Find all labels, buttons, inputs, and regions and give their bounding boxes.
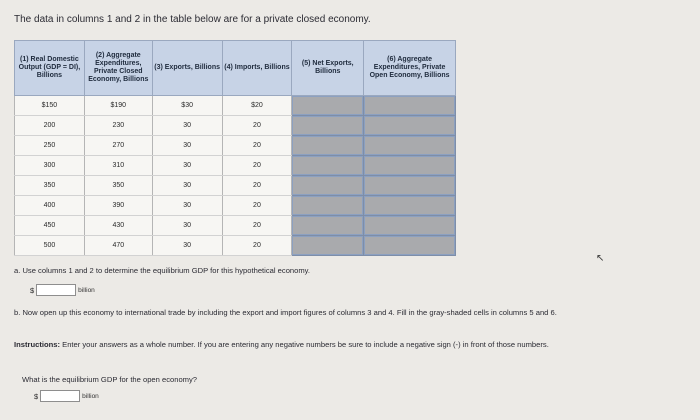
cell-gdp: 300 bbox=[15, 156, 85, 176]
ae-open-cell bbox=[364, 196, 456, 216]
header-imports: (4) Imports, Billions bbox=[222, 41, 292, 96]
cell-imports: 20 bbox=[222, 196, 292, 216]
ae-open-input[interactable] bbox=[364, 96, 455, 115]
part-a-answer bbox=[30, 284, 95, 296]
instructions-text: Enter your answers as a whole number. If you are entering any negative numbers be sure to include a negative sign (-) in front of those numbers. bbox=[62, 340, 549, 349]
cell-gdp: 200 bbox=[15, 116, 85, 136]
cell-gdp: 450 bbox=[15, 216, 85, 236]
cell-imports: 20 bbox=[222, 176, 292, 196]
cell-ae: 390 bbox=[84, 196, 152, 216]
cell-gdp: 400 bbox=[15, 196, 85, 216]
cell-gdp: 500 bbox=[15, 236, 85, 256]
economy-table bbox=[14, 40, 456, 256]
net-exports-cell bbox=[292, 176, 364, 196]
net-exports-cell bbox=[292, 116, 364, 136]
table-row bbox=[15, 156, 456, 176]
mouse-cursor-icon: ↖ bbox=[596, 253, 605, 264]
net-exports-input[interactable] bbox=[292, 176, 363, 195]
cell-exports: 30 bbox=[152, 136, 222, 156]
net-exports-input[interactable] bbox=[292, 156, 363, 175]
net-exports-cell bbox=[292, 96, 364, 116]
cell-exports: $30 bbox=[152, 96, 222, 116]
cell-imports: 20 bbox=[222, 216, 292, 236]
ae-open-input[interactable] bbox=[364, 216, 455, 235]
cell-ae: 230 bbox=[84, 116, 152, 136]
table-row bbox=[15, 216, 456, 236]
ae-open-cell bbox=[364, 96, 456, 116]
cell-exports: 30 bbox=[152, 116, 222, 136]
cell-ae: 310 bbox=[84, 156, 152, 176]
cell-exports: 30 bbox=[152, 196, 222, 216]
cell-imports: 20 bbox=[222, 136, 292, 156]
cell-exports: 30 bbox=[152, 176, 222, 196]
open-economy-question: What is the equilibrium GDP for the open economy? bbox=[22, 375, 198, 384]
table-row bbox=[15, 176, 456, 196]
cell-gdp: $150 bbox=[15, 96, 85, 116]
equilibrium-gdp-closed-input[interactable] bbox=[36, 284, 76, 296]
part-a-text: a. Use columns 1 and 2 to determine the equilibrium GDP for this hypothetical economy. bbox=[14, 266, 311, 275]
intro-text: The data in columns 1 and 2 in the table below are for a private closed economy. bbox=[14, 14, 371, 25]
net-exports-cell bbox=[292, 156, 364, 176]
table-row bbox=[15, 236, 456, 256]
instructions-label: Instructions: bbox=[14, 340, 60, 349]
ae-open-cell bbox=[364, 116, 456, 136]
instructions bbox=[14, 340, 614, 350]
header-net-exports: (5) Net Exports, Billions bbox=[292, 41, 364, 96]
net-exports-input[interactable] bbox=[292, 216, 363, 235]
net-exports-cell bbox=[292, 136, 364, 156]
ae-open-cell bbox=[364, 136, 456, 156]
net-exports-input[interactable] bbox=[292, 196, 363, 215]
net-exports-input[interactable] bbox=[292, 116, 363, 135]
net-exports-input[interactable] bbox=[292, 96, 363, 115]
currency-symbol: $ bbox=[30, 285, 35, 295]
ae-open-cell bbox=[364, 216, 456, 236]
ae-open-input[interactable] bbox=[364, 136, 455, 155]
ae-open-input[interactable] bbox=[364, 236, 455, 255]
header-exports: (3) Exports, Billions bbox=[152, 41, 222, 96]
net-exports-input[interactable] bbox=[292, 236, 363, 255]
ae-open-cell bbox=[364, 236, 456, 256]
cell-ae: 270 bbox=[84, 136, 152, 156]
cell-imports: 20 bbox=[222, 116, 292, 136]
currency-symbol: $ bbox=[34, 391, 39, 401]
header-gdp: (1) Real Domestic Output (GDP = DI), Billions bbox=[15, 41, 85, 96]
cell-ae: 350 bbox=[84, 176, 152, 196]
net-exports-cell bbox=[292, 196, 364, 216]
cell-exports: 30 bbox=[152, 156, 222, 176]
ae-open-cell bbox=[364, 156, 456, 176]
table-row bbox=[15, 136, 456, 156]
unit-label: billion bbox=[78, 286, 95, 294]
cell-gdp: 250 bbox=[15, 136, 85, 156]
table-row bbox=[15, 196, 456, 216]
unit-label: billion bbox=[82, 392, 99, 400]
cell-imports: $20 bbox=[222, 96, 292, 116]
ae-open-cell bbox=[364, 176, 456, 196]
table-row bbox=[15, 116, 456, 136]
net-exports-cell bbox=[292, 216, 364, 236]
equilibrium-gdp-open-input[interactable] bbox=[40, 390, 80, 402]
ae-open-input[interactable] bbox=[364, 156, 455, 175]
cell-imports: 20 bbox=[222, 156, 292, 176]
table-header-row bbox=[15, 41, 456, 96]
net-exports-cell bbox=[292, 236, 364, 256]
cell-ae: $190 bbox=[84, 96, 152, 116]
net-exports-input[interactable] bbox=[292, 136, 363, 155]
open-economy-answer bbox=[34, 390, 99, 402]
cell-exports: 30 bbox=[152, 236, 222, 256]
cell-gdp: 350 bbox=[15, 176, 85, 196]
ae-open-input[interactable] bbox=[364, 196, 455, 215]
part-b-text: b. Now open up this economy to international trade by including the export and import figures of columns 3 and 4. Fill in the gray-shaded cells in columns 5 and 6. bbox=[14, 308, 557, 317]
ae-open-input[interactable] bbox=[364, 176, 455, 195]
header-ae-closed: (2) Aggregate Expenditures, Private Closed Economy, Billions bbox=[84, 41, 152, 96]
header-ae-open: (6) Aggregate Expenditures, Private Open Economy, Billions bbox=[364, 41, 456, 96]
cell-ae: 430 bbox=[84, 216, 152, 236]
ae-open-input[interactable] bbox=[364, 116, 455, 135]
cell-ae: 470 bbox=[84, 236, 152, 256]
table-row bbox=[15, 96, 456, 116]
cell-imports: 20 bbox=[222, 236, 292, 256]
cell-exports: 30 bbox=[152, 216, 222, 236]
